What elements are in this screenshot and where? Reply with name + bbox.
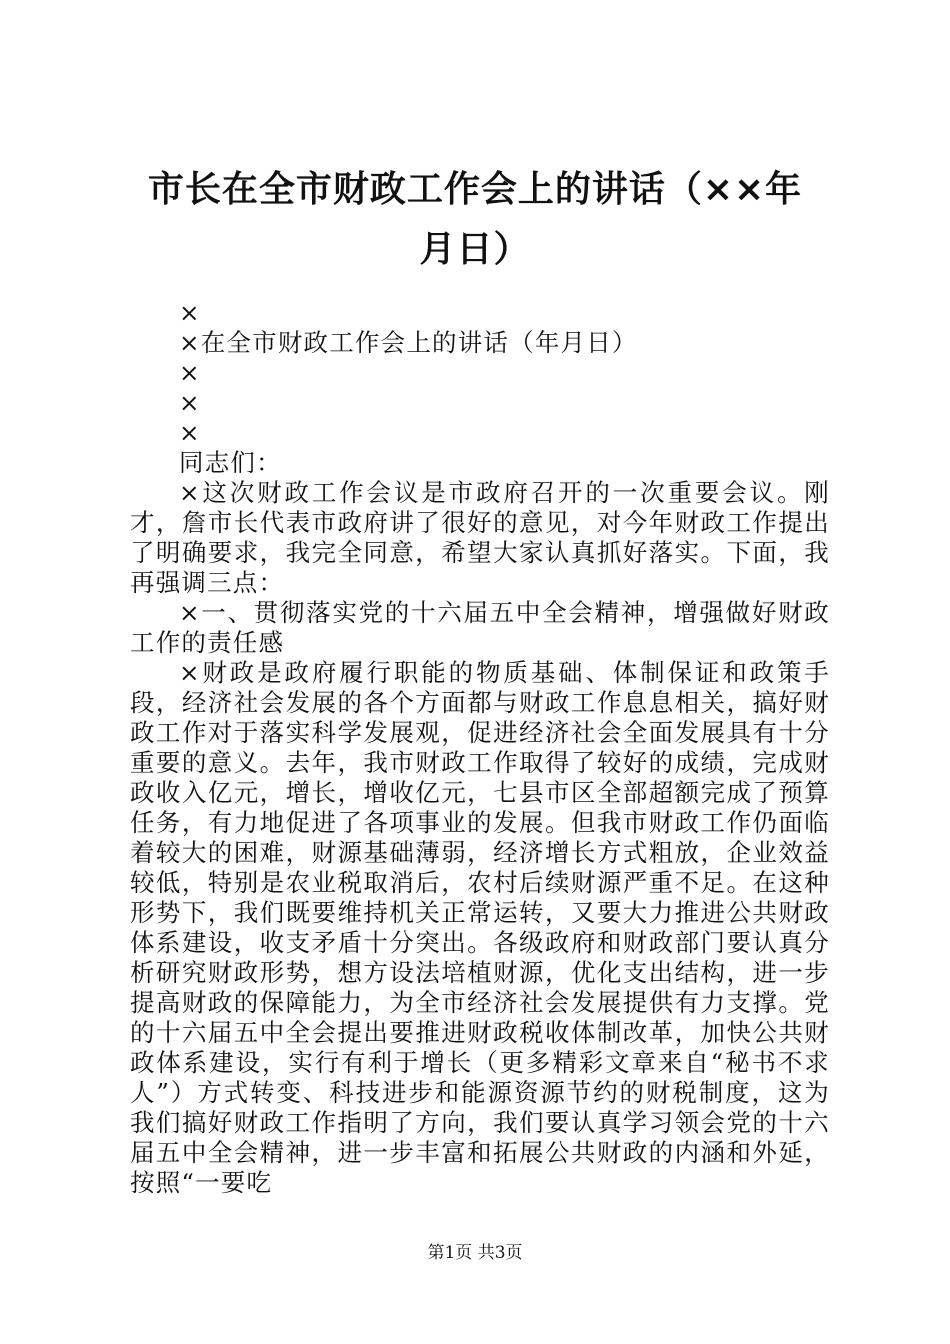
salutation: 同志们：: [179, 448, 282, 477]
paragraph: ×: [179, 298, 201, 327]
document-body: [130, 298, 830, 1198]
paragraph: ×: [179, 388, 201, 417]
paragraph: ×财政是政府履行职能的物质基础、体制保证和政策手段，经济社会发展的各个方面都与财政工作息息相关，搞好财政工作对于落实科学发展观，促进经济社会全面发展具有十分重要的意义。去年，我市财政工作取得了较好的成绩，完成财政收入亿元，增长，增收亿元，七县市区全部超额完成了预算任务，有力地促进了各项事业的发展。但我市财政工作仍面临着较大的困难，财源基础薄弱，经济增长方式粗放，企业效益较低，特别是农业税取消后，农村后续财源严重不足。在这种形势下，我们既要维持机关正常运转，又要大力推进公共财政体系建设，收支矛盾十分突出。各级政府和财政部门要认真分析研究财政形势，想方设法培植财源，优化支出结构，进一步提高财政的保障能力，为全市经济社会发展提供有力支撑。党的十六届五中全会提出要推进财政税收体制改革，加快公共财政体系建设，实行有利于增长（更多精彩文章来自“秘书不求人”）方式转变、科技进步和能源资源节约的财税制度，这为我们搞好财政工作指明了方向，我们要认真学习领会党的十六届五中全会精神，进一步丰富和拓展公共财政的内涵和外延，按照“一要吃: [130, 658, 830, 1197]
paragraph: ×这次财政工作会议是市政府召开的一次重要会议。刚才，詹市长代表市政府讲了很好的意见，对今年财政工作提出了明确要求，我完全同意，希望大家认真抓好落实。下面，我再强调三点：: [130, 478, 830, 597]
document-title: 市长在全市财政工作会上的讲话（××年月日）: [147, 169, 803, 270]
paragraph: ×: [179, 358, 201, 387]
paragraph: ×: [179, 418, 201, 447]
paragraph: ×在全市财政工作会上的讲话（年月日）: [179, 328, 638, 357]
page-number: 第1页 共3页: [427, 1243, 523, 1263]
section-heading: ×一、贯彻落实党的十六届五中全会精神，增强做好财政工作的责任感: [130, 598, 830, 657]
